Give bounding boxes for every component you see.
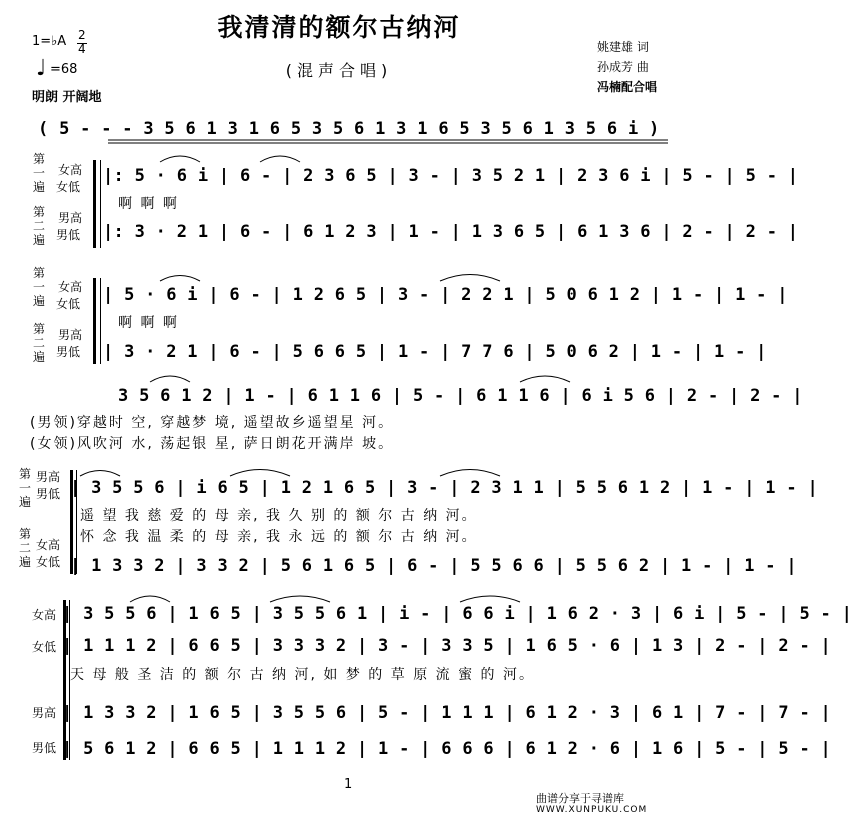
time-signature-bottom: 4: [78, 42, 86, 56]
verse-label-second: 第二遍: [18, 527, 31, 569]
system3-notes: 3 5 6 1 2 | 1 - | 6 1 1 6 | 5 - | 6 1 1 6 | 6 i 5 6 | 2 - | 2 - |: [118, 386, 803, 406]
slur: [230, 470, 290, 477]
part-label-tenor: 男高: [32, 706, 57, 720]
part-label-soprano: 女高: [58, 280, 83, 294]
slur: [160, 156, 200, 162]
part-label-bass: 男低: [56, 228, 81, 242]
part-label-tenor: 男高: [36, 470, 61, 484]
part-label-soprano: 女高: [36, 538, 61, 552]
intro-notes: ( 5 - - - 3 5 6 1 3 1 6 5 3 5 6 1 3 1 6 5 3 5 6 1 3 5 6 i ): [38, 119, 660, 139]
part-label-bass: 男低: [56, 345, 81, 359]
system2-lyric: 啊 啊 啊: [118, 315, 179, 331]
slur: [520, 376, 570, 382]
slur: [150, 376, 190, 382]
verse-label-first: 第一遍: [32, 266, 45, 308]
verse-label-first: 第一遍: [32, 152, 45, 194]
part-label-tenor: 男高: [58, 328, 83, 342]
verse-label-second: 第二遍: [32, 322, 45, 364]
score-subtitle: (混声合唱): [285, 61, 393, 80]
slur: [80, 471, 120, 477]
part-label-tenor: 男高: [58, 211, 83, 225]
part-label-soprano: 女高: [58, 163, 83, 177]
part-label-alto: 女低: [36, 555, 61, 569]
key-signature: 1=♭A: [32, 34, 67, 49]
slur: [440, 470, 500, 477]
part-label-alto: 女低: [56, 297, 81, 311]
slur: [270, 596, 330, 602]
page-number: 1: [344, 777, 353, 792]
site-watermark: 曲谱分享于寻谱库: [536, 792, 624, 805]
system2-upper-notes: | 5 · 6 i | 6 - | 1 2 6 5 | 3 - | 2 2 1 | 5 0 6 1 2 | 1 - | 1 - |: [103, 285, 788, 305]
system5-alto-notes: | 1 1 1 2 | 6 6 5 | 3 3 3 2 | 3 - | 3 3 5 | 1 6 5 · 6 | 1 3 | 2 - | 2 - |: [62, 636, 832, 656]
part-label-soprano: 女高: [32, 608, 57, 622]
system1-upper-notes: |: 5 · 6 i | 6 - | 2 3 6 5 | 3 - | 3 5 2 1 | 2 3 6 i | 5 - | 5 - |: [103, 166, 799, 186]
verse-label-first: 第一遍: [18, 467, 31, 509]
system5-bass-notes: | 5 6 1 2 | 6 6 5 | 1 1 1 2 | 1 - | 6 6 6 | 6 1 2 · 6 | 1 6 | 5 - | 5 - |: [62, 739, 832, 759]
slur: [460, 596, 520, 602]
composer-credit: 孙成芳 曲: [597, 60, 649, 74]
expression-mark: 明朗 开阔地: [32, 90, 102, 105]
part-label-bass: 男低: [36, 487, 61, 501]
system4-lyric2: 怀 念 我 温 柔 的 母 亲, 我 永 远 的 额 尔 古 纳 河。: [80, 529, 478, 545]
quarter-note-icon: ♩: [36, 56, 47, 81]
system1-lower-notes: |: 3 · 2 1 | 6 - | 6 1 2 3 | 1 - | 1 3 6 5 | 6 1 3 6 | 2 - | 2 - |: [103, 222, 799, 242]
system1-lyric: 啊 啊 啊: [118, 196, 179, 212]
slur: [260, 156, 300, 162]
system4-lower-notes: | 1 3 3 2 | 3 3 2 | 5 6 1 6 5 | 6 - | 5 5 6 6 | 5 5 6 2 | 1 - | 1 - |: [70, 556, 797, 576]
lyricist-credit: 姚建雄 词: [597, 40, 649, 54]
verse-label-second: 第二遍: [32, 205, 45, 247]
arranger-credit: 冯楠配合唱: [597, 80, 658, 94]
slur: [440, 275, 500, 282]
system5-lyric: 天 母 般 圣 洁 的 额 尔 古 纳 河, 如 梦 的 草 原 流 蜜 的 河。: [70, 667, 536, 683]
slur: [160, 276, 200, 282]
slur: [130, 596, 170, 602]
time-signature-top: 2: [78, 28, 86, 42]
system3-lyric-female: (女领)风吹河 水, 荡起银 星, 萨日朗花开满岸 坡。: [30, 436, 395, 452]
system2-lower-notes: | 3 · 2 1 | 6 - | 5 6 6 5 | 1 - | 7 7 6 | 5 0 6 2 | 1 - | 1 - |: [103, 342, 767, 362]
system5-tenor-notes: | 1 3 3 2 | 1 6 5 | 3 5 5 6 | 5 - | 1 1 1 | 6 1 2 · 3 | 6 1 | 7 - | 7 - |: [62, 703, 832, 723]
system4-lyric1: 遥 望 我 慈 爱 的 母 亲, 我 久 别 的 额 尔 古 纳 河。: [80, 508, 478, 524]
tempo: =68: [50, 62, 78, 77]
site-url: WWW.XUNPUKU.COM: [536, 805, 648, 815]
part-label-alto: 女低: [32, 640, 57, 654]
part-label-alto: 女低: [56, 180, 81, 194]
system4-upper-notes: | 3 5 5 6 | i 6 5 | 1 2 1 6 5 | 3 - | 2 3 1 1 | 5 5 6 1 2 | 1 - | 1 - |: [70, 478, 818, 498]
score-title: 我清清的额尔古纳河: [217, 13, 461, 42]
system5-soprano-notes: | 3 5 5 6 | 1 6 5 | 3 5 5 6 1 | i - | 6 6 i | 1 6 2 · 3 | 6 i | 5 - | 5 - |: [62, 604, 852, 624]
part-label-bass: 男低: [32, 741, 57, 755]
system3-lyric-male: (男领)穿越时 空, 穿越梦 境, 遥望故乡遥望星 河。: [30, 415, 395, 431]
